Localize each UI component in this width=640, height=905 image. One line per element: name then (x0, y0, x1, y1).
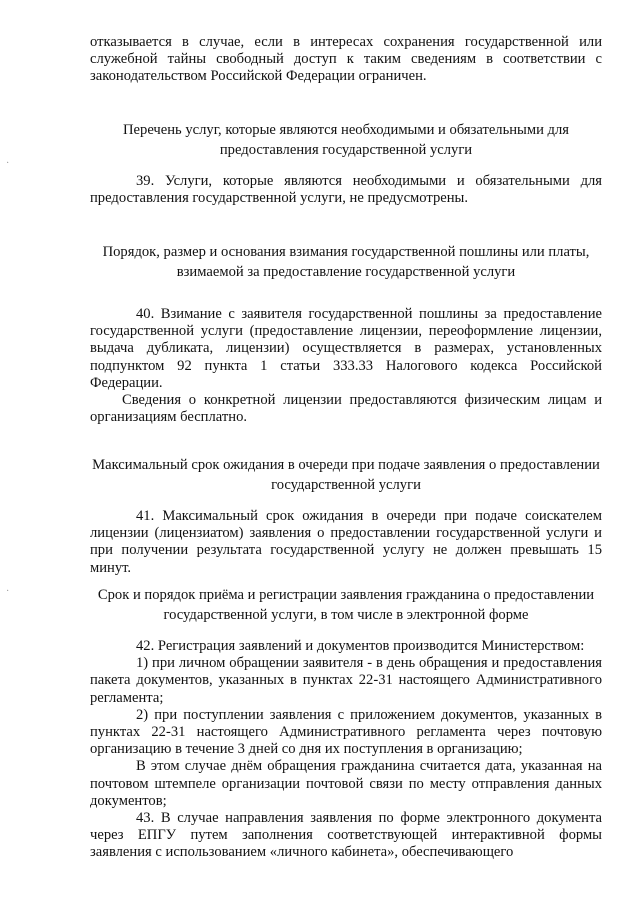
scan-mark: · (6, 586, 10, 597)
paragraph-43: 43. В случае направления заявления по форме электронного документа через ЕПГУ путем заполнения соответствующей интерактивной формы заявления с использованием «личного кабинета», обеспечивающего (90, 810, 602, 861)
intro-paragraph: отказывается в случае, если в интересах сохранения государственной или служебной тайны свободный доступ к таким сведениям в соответствии с законодательством Российской Федерации ограничен. (90, 34, 602, 85)
intro-block (90, 34, 602, 86)
section-heading-fee: Порядок, размер и основания взимания государственной пошлины или платы, взимаемой за предоставление государственной услуги (102, 244, 590, 280)
paragraph-42-item-1: 1) при личном обращении заявителя - в день обращения и предоставления пакета документов, указанных в пунктах 22-31 настоящего Административного регламента; (90, 655, 602, 706)
paragraph-39: 39. Услуги, которые являются необходимыми и обязательными для предоставления государственной услуги, не предусмотрены. (90, 173, 602, 207)
paragraph-41-block (90, 508, 602, 577)
paragraph-42-postal-note: В этом случае днём обращения гражданина считается дата, указанная на почтовом штемпеле организации почтовой связи по месту отправления данных документов; (90, 758, 602, 809)
scan-mark: · (6, 158, 10, 169)
paragraph-40-block (90, 306, 602, 426)
section-heading-queue: Максимальный срок ожидания в очереди при подаче заявления о предоставлении государственной услуги (92, 457, 600, 493)
paragraph-42-block (90, 638, 602, 862)
paragraph-42: 42. Регистрация заявлений и документов производится Министерством: (136, 638, 585, 654)
paragraph-39-block (90, 173, 602, 207)
paragraph-42-item-2: 2) при поступлении заявления с приложением документов, указанных в пунктах 22-31 настоящего Административного регламента через почтовую организацию в течение 3 дней со дня их поступления в организацию; (90, 706, 602, 758)
paragraph-40: 40. Взимание с заявителя государственной пошлины за предоставление государственной услуги (предоставление лицензии, переоформление лицензии, выдача дубликата, лицензии) осуществляется в размерах, установленных подпунктом 92 пункта 1 статьи 333.33 Налогового кодекса Российской Федерации. (90, 306, 602, 391)
paragraph-40-free-info: Сведения о конкретной лицензии предоставляются физическим лицам и организациям бесплатно. (90, 392, 602, 426)
section-heading-registration: Срок и порядок приёма и регистрации заявления гражданина о предоставлении государственной услуги, в том числе в электронной форме (97, 587, 595, 623)
section-heading-services: Перечень услуг, которые являются необходимыми и обязательными для предоставления государственной услуги (123, 122, 569, 158)
paragraph-41: 41. Максимальный срок ожидания в очереди при подаче соискателем лицензии (лицензиатом) заявления о предоставлении государственной услуги и при получении результата государственной услугу не должен превышать 15 минут. (90, 508, 602, 576)
